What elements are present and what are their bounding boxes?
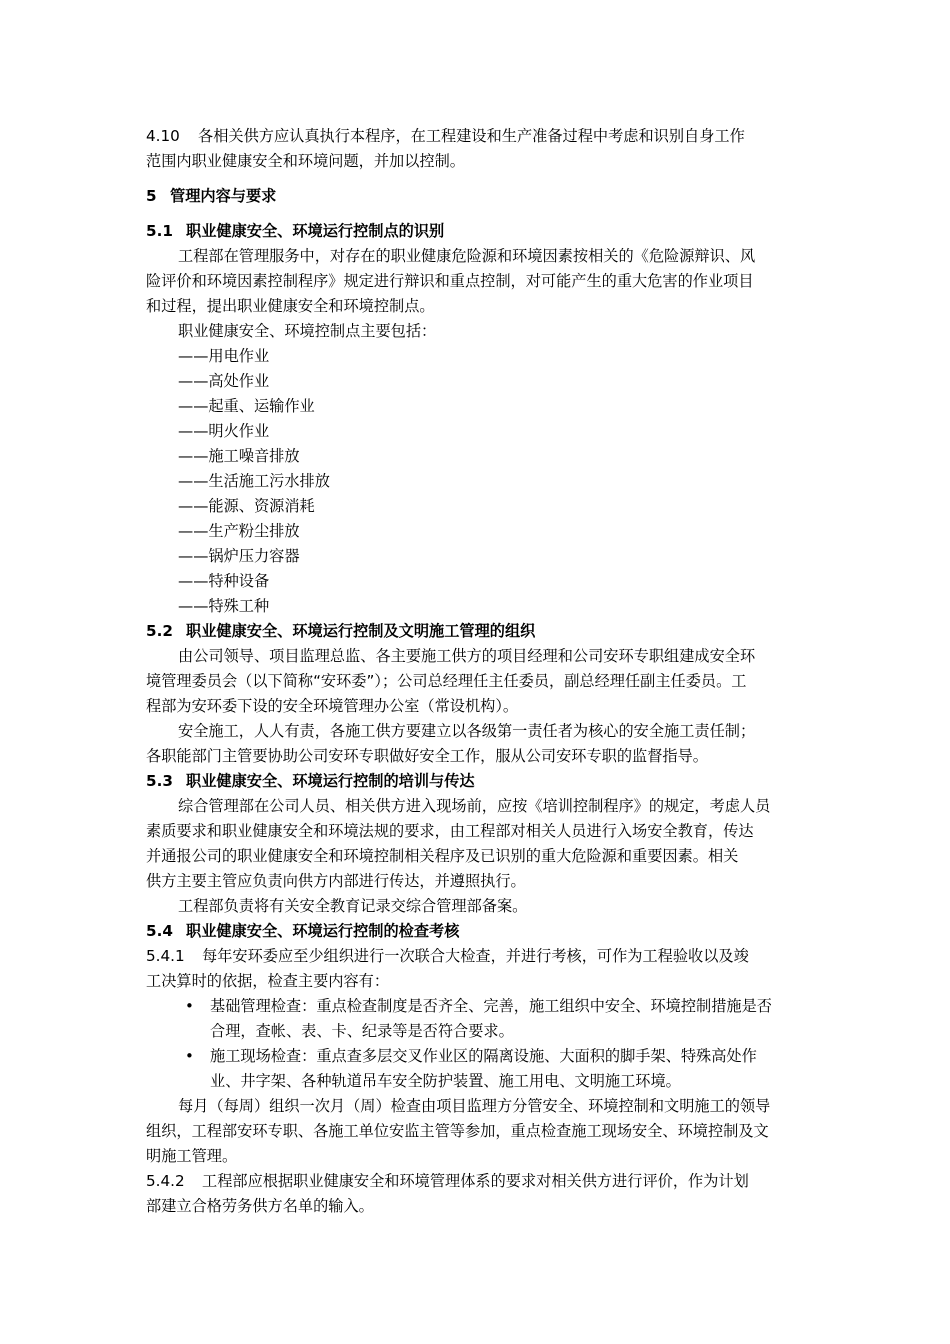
- list-item-text: 生产粉尘排放: [208, 522, 300, 540]
- paragraph-line: 综合管理部在公司人员、相关供方进入现场前，应按《培训控制程序》的规定，考虑人员: [178, 797, 771, 815]
- bullet-item-line: 合理，查帐、表、卡、纪录等是否符合要求。: [210, 1022, 514, 1040]
- paragraph-line: 各职能部门主管要协助公司安环专职做好安全工作，服从公司安环专职的监督指导。: [146, 747, 708, 765]
- section-title: 职业健康安全、环境运行控制及文明施工管理的组织: [186, 622, 536, 640]
- section-5-1-heading: [146, 221, 810, 241]
- paragraph-line: 安全施工，人人有责，各施工供方要建立以各级第一责任者为核心的安全施工责任制；: [178, 722, 756, 740]
- dash-marker: ——: [178, 597, 209, 615]
- list-item: [178, 546, 842, 566]
- section-number: 5.1: [146, 222, 173, 240]
- section-title: 职业健康安全、环境运行控制的培训与传达: [186, 772, 475, 790]
- list-item-text: 特殊工种: [208, 597, 270, 615]
- dash-marker: ——: [178, 472, 209, 490]
- list-item: [178, 396, 842, 416]
- section-5-2-heading: [146, 621, 810, 641]
- bullet-item-line: 施工现场检查：重点查多层交叉作业区的隔离设施、大面积的脚手架、特殊高处作: [210, 1047, 757, 1065]
- dash-marker: ——: [178, 422, 209, 440]
- list-item-text: 锅炉压力容器: [208, 547, 300, 565]
- paragraph-text: 各相关供方应认真执行本程序，在工程建设和生产准备过程中考虑和识别自身工作: [198, 127, 745, 145]
- list-item-text: 能源、资源消耗: [208, 497, 315, 515]
- section-title: 职业健康安全、环境运行控制点的识别: [186, 222, 445, 240]
- paragraph-text: 工程部应根据职业健康安全和环境管理体系的要求对相关供方进行评价，作为计划: [202, 1172, 749, 1190]
- paragraph-line: 每月（每周）组织一次月（周）检查由项目监理方分管安全、环境控制和文明施工的领导: [178, 1097, 771, 1115]
- paragraph-line: 部建立合格劳务供方名单的输入。: [146, 1197, 374, 1215]
- list-item: [178, 346, 842, 366]
- paragraph-line: 组织，工程部安环专职、各施工单位安监主管等参加，重点检查施工现场安全、环境控制及文: [146, 1122, 769, 1140]
- paragraph-line: 工程部在管理服务中，对存在的职业健康危险源和环境因素按相关的《危险源辩识、风: [178, 247, 756, 265]
- dash-marker: ——: [178, 522, 209, 540]
- section-title: 职业健康安全、环境运行控制的检查考核: [186, 922, 460, 940]
- section-number: 5.2: [146, 622, 173, 640]
- section-number: 5.4.2: [146, 1172, 185, 1190]
- paragraph-line: 素质要求和职业健康安全和环境法规的要求，由工程部对相关人员进行入场安全教育，传达: [146, 822, 754, 840]
- section-4-10-line-1: [146, 126, 810, 146]
- paragraph-text: 每年安环委应至少组织进行一次联合大检查，并进行考核，可作为工程验收以及竣: [202, 947, 749, 965]
- bullet-marker: •: [185, 1047, 194, 1065]
- paragraph-line: 由公司领导、项目监理总监、各主要施工供方的项目经理和公司安环专职组建成安全环: [178, 647, 756, 665]
- dash-marker: ——: [178, 447, 209, 465]
- list-item-text: 施工噪音排放: [208, 447, 300, 465]
- section-title: 管理内容与要求: [170, 187, 277, 205]
- list-item: [178, 496, 842, 516]
- list-item-text: 用电作业: [208, 347, 270, 365]
- list-item-text: 特种设备: [208, 572, 270, 590]
- paragraph-line: 职业健康安全、环境控制点主要包括：: [178, 322, 437, 340]
- dash-marker: ——: [178, 497, 209, 515]
- paragraph-line: 工决算时的依据，检查主要内容有：: [146, 972, 389, 990]
- bullet-item-line: 业、井字架、各种轨道吊车安全防护装置、施工用电、文明施工环境。: [210, 1072, 681, 1090]
- paragraph-line: 险评价和环境因素控制程序》规定进行辩识和重点控制，对可能产生的重大危害的作业项目: [146, 272, 754, 290]
- section-5-3-heading: [146, 771, 810, 791]
- section-5-heading: [146, 186, 810, 206]
- list-item: [178, 446, 842, 466]
- list-item: [178, 571, 842, 591]
- paragraph-line: 供方主要主管应负责向供方内部进行传达，并遵照执行。: [146, 872, 526, 890]
- list-item: [178, 371, 842, 391]
- list-item: [178, 521, 842, 541]
- dash-marker: ——: [178, 347, 209, 365]
- section-number: 5.3: [146, 772, 173, 790]
- list-item: [178, 421, 842, 441]
- paragraph-line: 境管理委员会（以下简称“安环委”）；公司总经理任主任委员，副总经理任副主任委员。工: [146, 672, 747, 690]
- dash-marker: ——: [178, 547, 209, 565]
- bullet-item-line: 基础管理检查：重点检查制度是否齐全、完善，施工组织中安全、环境控制措施是否: [210, 997, 772, 1015]
- dash-marker: ——: [178, 397, 209, 415]
- section-number: 4.10: [146, 127, 180, 145]
- list-item-text: 起重、运输作业: [208, 397, 315, 415]
- list-item: [178, 596, 842, 616]
- section-5-4-heading: [146, 921, 810, 941]
- paragraph-line: 程部为安环委下设的安全环境管理办公室（常设机构）。: [146, 697, 519, 715]
- paragraph-line: 并通报公司的职业健康安全和环境控制相关程序及已识别的重大危险源和重要因素。相关: [146, 847, 739, 865]
- paragraph-line: 和过程，提出职业健康安全和环境控制点。: [146, 297, 435, 315]
- section-5-4-1-line-1: [146, 946, 810, 966]
- list-item-text: 高处作业: [208, 372, 270, 390]
- section-number: 5.4: [146, 922, 173, 940]
- list-item: [178, 471, 842, 491]
- paragraph-line: 明施工管理。: [146, 1147, 238, 1165]
- list-item-text: 明火作业: [208, 422, 270, 440]
- section-5-4-2-line-1: [146, 1171, 810, 1191]
- paragraph-line: 工程部负责将有关安全教育记录交综合管理部备案。: [178, 897, 528, 915]
- section-4-10-line-2: 范围内职业健康安全和环境问题，并加以控制。: [146, 152, 465, 170]
- dash-marker: ——: [178, 572, 209, 590]
- section-number: 5: [146, 187, 157, 205]
- list-item-text: 生活施工污水排放: [208, 472, 330, 490]
- section-number: 5.4.1: [146, 947, 185, 965]
- dash-marker: ——: [178, 372, 209, 390]
- bullet-marker: •: [185, 997, 194, 1015]
